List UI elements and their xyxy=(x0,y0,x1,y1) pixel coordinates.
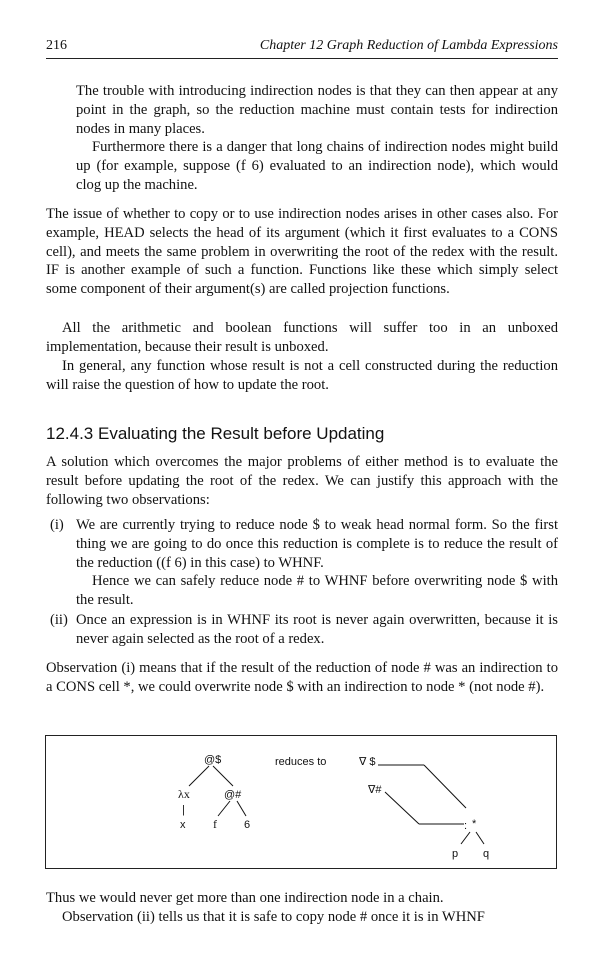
section-heading: 12.4.3 Evaluating the Result before Updating xyxy=(46,424,385,443)
chapter-title: Chapter 12 Graph Reduction of Lambda Expressions xyxy=(259,38,558,53)
edge-app-f xyxy=(218,801,230,816)
node-6: 6 xyxy=(244,819,251,831)
node-inner-app: @# xyxy=(224,789,242,801)
node-colon: : xyxy=(464,820,468,832)
running-head xyxy=(46,36,558,59)
node-left-root: @$ xyxy=(204,754,222,766)
edge-ind-diagonal xyxy=(424,765,466,808)
edge-star-p xyxy=(461,832,470,844)
paragraph-observation-ii: Observation (ii) tells us that it is safe to copy node # once it is in WHNF xyxy=(62,909,485,925)
paragraph-indirection-trouble: The trouble with introducing indirection nodes is that they can then appear at any point in the graph, so the reduction machine must contain tests for indirection nodes in many places. xyxy=(76,83,558,137)
node-lambda: λx xyxy=(178,787,190,801)
reduces-to-label: reduces to xyxy=(275,756,327,768)
observation-marker: (ii) xyxy=(50,612,68,628)
node-right-inner: ∇# xyxy=(368,784,382,796)
figure-diagram xyxy=(46,736,558,870)
edge-app-6 xyxy=(237,801,246,816)
edge-star-q xyxy=(476,832,484,844)
figure-edges xyxy=(189,765,484,844)
edge-root-lambda xyxy=(189,766,209,786)
node-q: q xyxy=(483,848,490,860)
observation-text: Once an expression is in WHNF its root is never again overwritten, because it is never again selected as the root of a redex. xyxy=(76,612,558,647)
node-right-root: ∇ $ xyxy=(359,756,376,768)
node-f: f xyxy=(213,817,217,831)
paragraph-general-update: In general, any function whose result is not a cell constructed during the reduction will raise the question of how to update the root. xyxy=(46,358,558,393)
observation-continuation: Hence we can safely reduce node # to WHNF before overwriting node $ with the result. xyxy=(76,573,558,609)
figure-graph-reduction xyxy=(45,735,557,869)
paragraph-chain-conclusion: Thus we would never get more than one indirection node in a chain. xyxy=(46,890,444,906)
paragraph-observation-meaning: Observation (i) means that if the result of the reduction of node # was an indirection to a CONS cell *, we could overwrite node $ with an indirection to node * (not node #). xyxy=(46,660,558,695)
paragraph-long-chains: Furthermore there is a danger that long chains of indirection nodes might build up (for example, suppose (f 6) evaluated to an indirection node), which would clog up the machine. xyxy=(76,139,558,193)
paragraph-projection-functions: The issue of whether to copy or to use indirection nodes arises in other cases also. For example, HEAD selects the head of its argument (which it first evaluates to a CONS cell), and meets the same problem in overwriting the root of the redex with the result. IF is another example of such a function. Functions like these which simply select some component of their argument(s) are called projection functions. xyxy=(46,206,558,298)
paragraph-unboxed: All the arithmetic and boolean functions will suffer too in an unboxed implementation, because their result is unboxed. xyxy=(46,320,558,355)
observation-text: We are currently trying to reduce node $ to weak head normal form. So the first thing we are going to do once this reduction is complete is to reduce the result of the reduction ((f 6) in this case) to WHNF. xyxy=(76,517,558,571)
node-bar: | xyxy=(182,804,185,816)
edge-root-app xyxy=(213,766,233,786)
page-number: 216 xyxy=(46,38,67,53)
section-intro: A solution which overcomes the major problems of either method is to evaluate the result before updating the root of the redex. We can justify this approach with the following two observations: xyxy=(46,454,558,508)
edge-ind-inner xyxy=(385,792,419,824)
observation-marker: (i) xyxy=(50,517,64,533)
node-p: p xyxy=(452,848,459,860)
node-x: x xyxy=(180,819,186,831)
node-star: * xyxy=(472,818,477,830)
